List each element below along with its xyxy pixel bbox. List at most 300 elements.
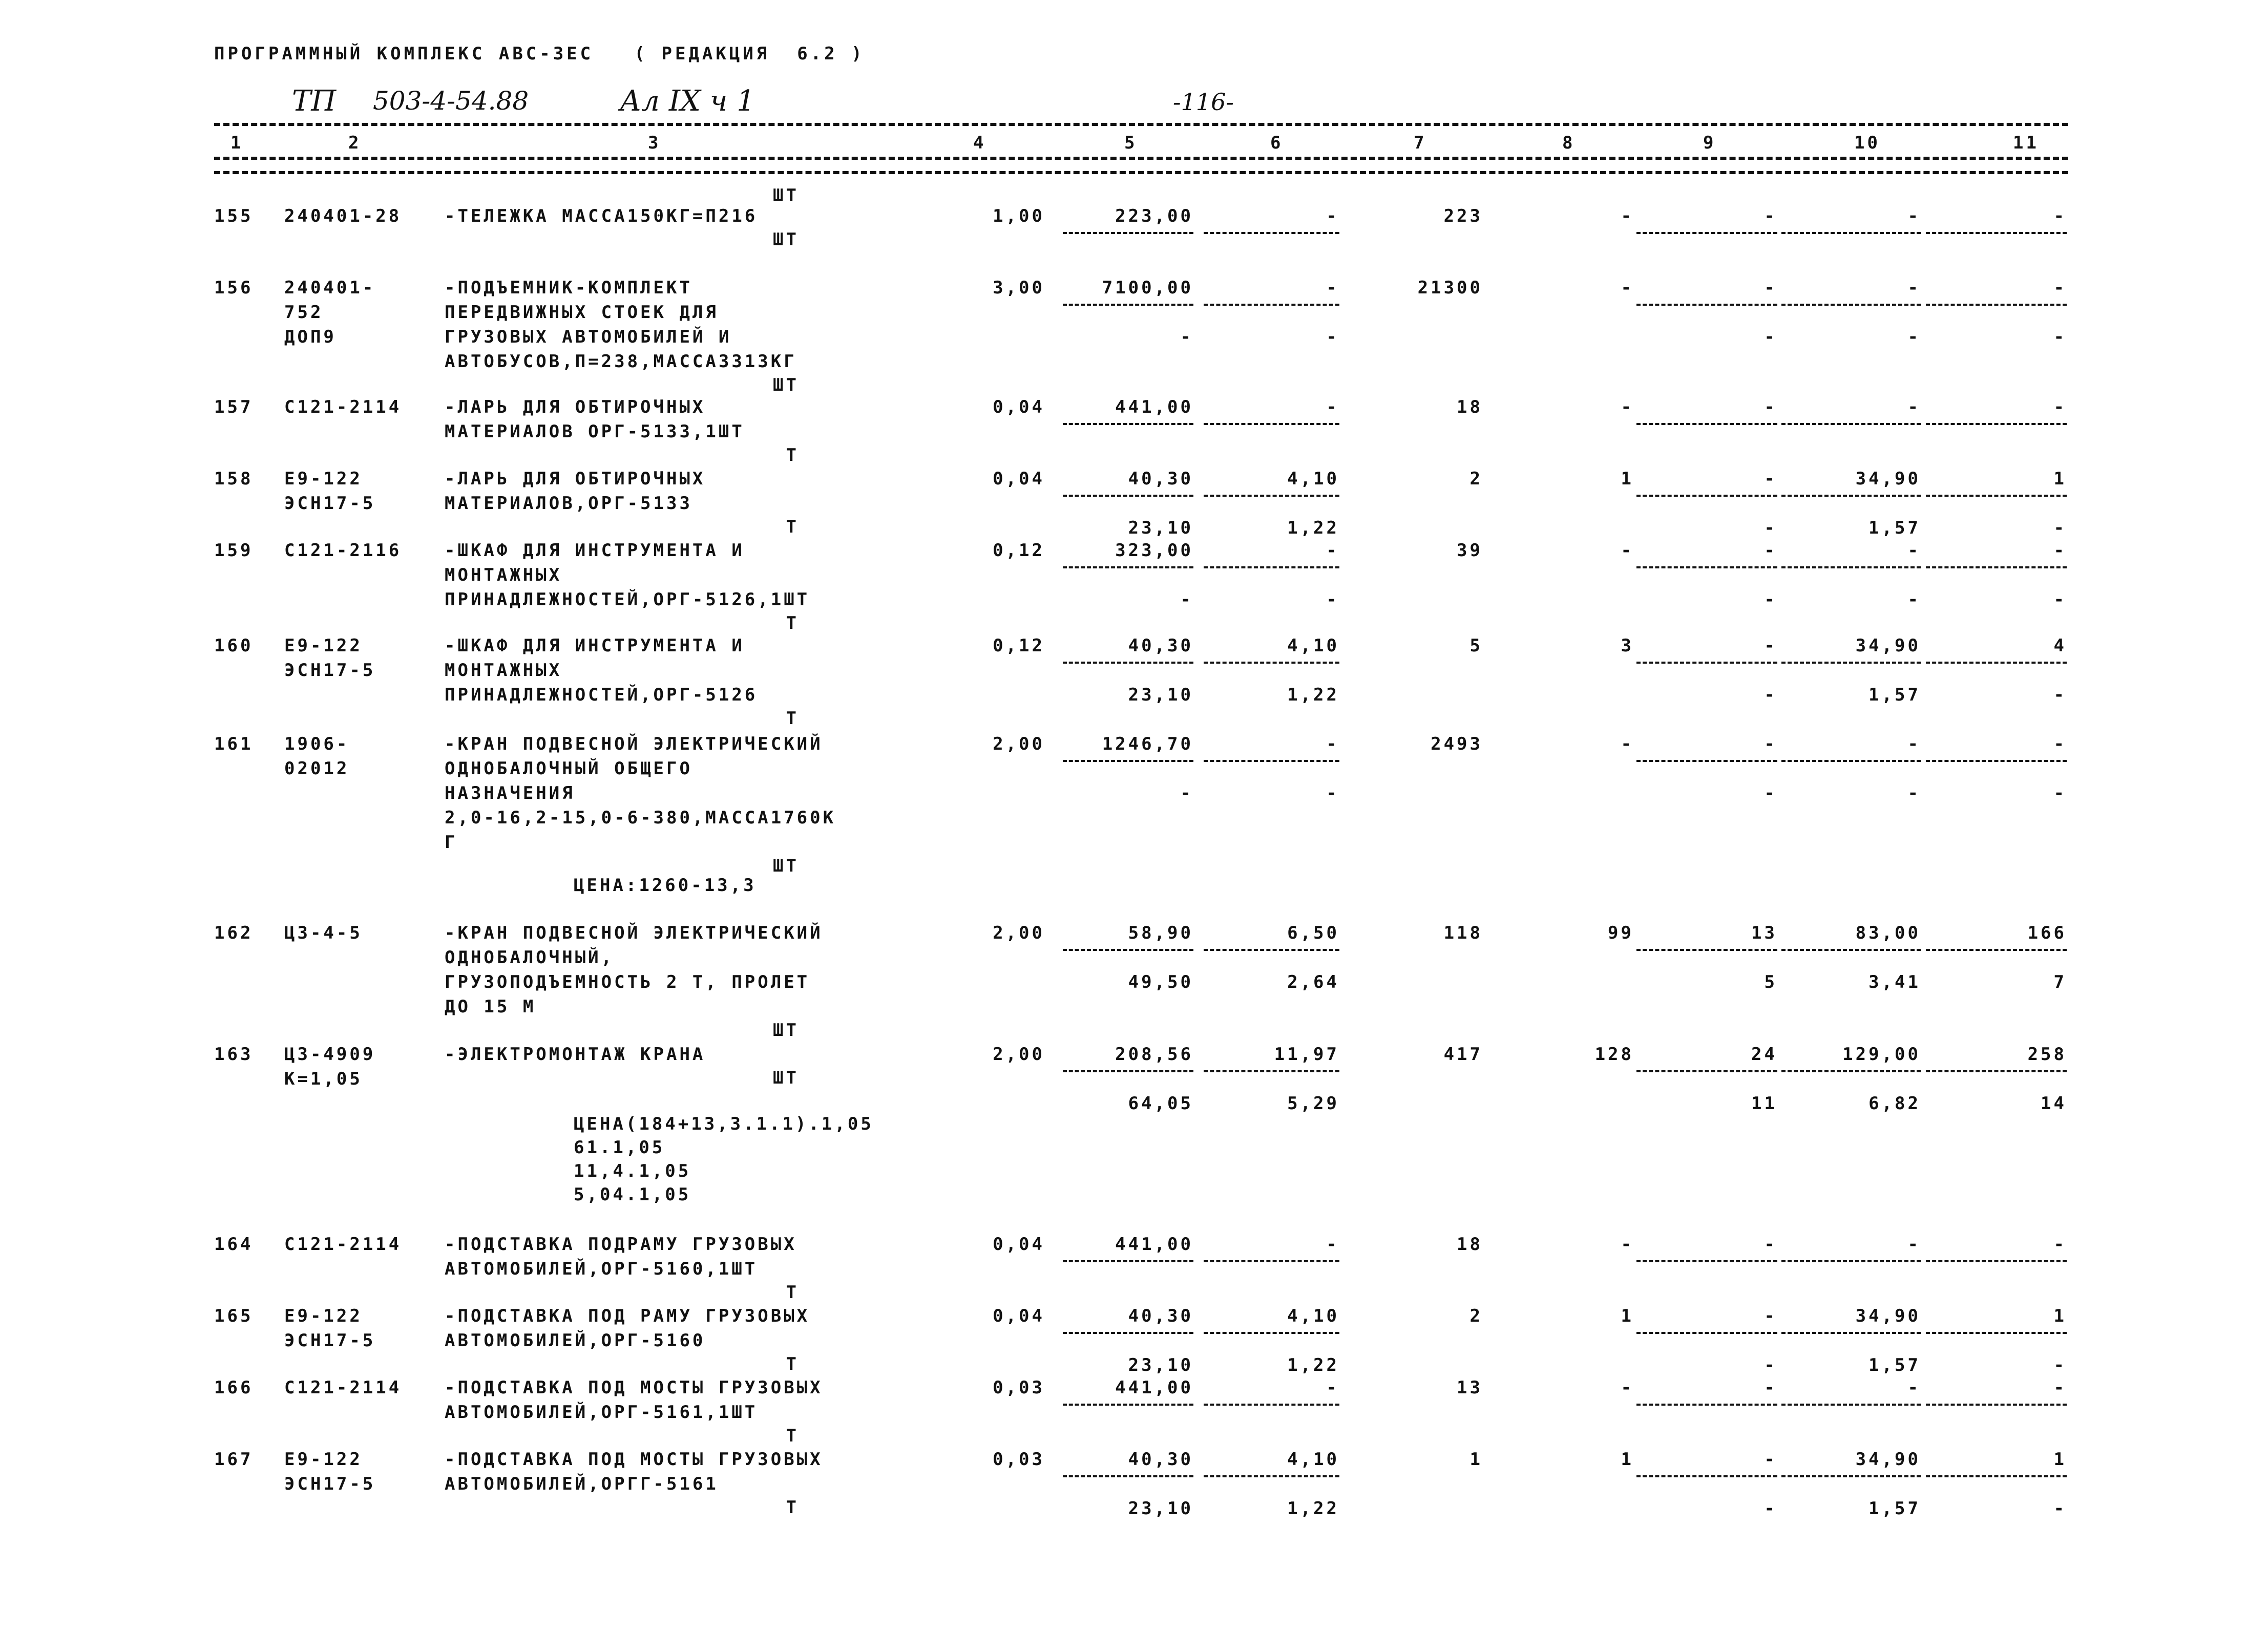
cell-divider — [1636, 495, 1777, 497]
project-number: 503-4-54.88 — [373, 86, 529, 116]
unit-label: Т — [786, 613, 799, 633]
value-qty: 2,00 — [993, 1044, 1045, 1065]
item-code: 240401- — [284, 278, 376, 298]
item-description: ГРУЗОВЫХ АВТОМОБИЛЕЙ И — [445, 327, 732, 347]
item-code: ЭСН17-5 — [284, 660, 376, 681]
value-c10b: 1,57 — [1868, 1355, 1921, 1375]
program-title: ПРОГРАММНЫЙ КОМПЛЕКС АВС-3ЕС ( РЕДАКЦИЯ 6.2 ) — [214, 44, 865, 64]
column-header-8: 8 — [1562, 133, 1576, 153]
column-header-4: 4 — [973, 133, 986, 153]
row-number: 156 — [214, 278, 254, 298]
column-header-6: 6 — [1270, 133, 1284, 153]
unit-label: ШТ — [773, 856, 799, 876]
cell-divider — [1636, 1404, 1777, 1406]
cell-divider — [1204, 1404, 1339, 1406]
column-header-10: 10 — [1854, 133, 1880, 153]
item-code: С121-2114 — [284, 397, 402, 417]
column-header-7: 7 — [1414, 133, 1427, 153]
item-description: -ЛАРЬ ДЛЯ ОБТИРОЧНЫХ — [445, 397, 706, 417]
value-c5a: 441,00 — [1115, 1234, 1193, 1255]
value-c7: 18 — [1457, 397, 1483, 417]
value-c5a: 40,30 — [1128, 635, 1193, 656]
row-number: 155 — [214, 206, 254, 226]
cell-divider — [1204, 495, 1339, 497]
row-number: 157 — [214, 397, 254, 417]
value-c5b: - — [1180, 327, 1193, 347]
value-c7: 5 — [1469, 635, 1483, 656]
value-c5a: 58,90 — [1128, 923, 1193, 943]
value-qty: 1,00 — [993, 206, 1045, 226]
cell-divider — [1063, 1260, 1193, 1262]
value-c9b: 5 — [1764, 972, 1777, 992]
unit-label: Т — [786, 708, 799, 729]
value-c8: 1 — [1621, 469, 1634, 489]
value-c10a: - — [1907, 278, 1921, 298]
value-c5b: - — [1180, 783, 1193, 803]
value-c6b: 1,22 — [1287, 518, 1339, 538]
cell-divider — [1636, 1260, 1777, 1262]
unit-label: Т — [786, 1282, 799, 1303]
value-c10b: - — [1907, 327, 1921, 347]
cell-divider — [1636, 662, 1777, 664]
value-c9b: 11 — [1751, 1093, 1777, 1114]
value-c6b: 1,22 — [1287, 1498, 1339, 1519]
row-number: 159 — [214, 540, 254, 561]
item-description: ПРИНАДЛЕЖНОСТЕЙ,ОРГ-5126,1ШТ — [445, 589, 810, 610]
value-c10a: - — [1907, 1377, 1921, 1398]
item-code: 1906- — [284, 734, 350, 754]
value-c6a: - — [1326, 734, 1339, 754]
row-number: 160 — [214, 635, 254, 656]
album-label: Ал IX ч 1 — [620, 84, 755, 118]
value-c9a: - — [1764, 206, 1777, 226]
value-c11a: - — [2053, 1234, 2067, 1255]
unit-label: Т — [786, 517, 799, 537]
value-c10b: 6,82 — [1868, 1093, 1921, 1114]
item-code: Е9-122 — [284, 469, 363, 489]
value-c5a: 441,00 — [1115, 1377, 1193, 1398]
value-c8: - — [1621, 278, 1634, 298]
value-c8: - — [1621, 206, 1634, 226]
cell-divider — [1926, 662, 2067, 664]
item-code: Е9-122 — [284, 1449, 363, 1470]
value-c5a: 323,00 — [1115, 540, 1193, 561]
row-number: 161 — [214, 734, 254, 754]
value-c9b: - — [1764, 783, 1777, 803]
value-c5a: 40,30 — [1128, 469, 1193, 489]
value-c5b: 23,10 — [1128, 685, 1193, 705]
value-c8: 3 — [1621, 635, 1634, 656]
value-c10b: 3,41 — [1868, 972, 1921, 992]
project-code: ТП — [292, 84, 337, 118]
value-c9a: 13 — [1751, 923, 1777, 943]
price-note: ЦЕНА(184+13,3.1.1).1,05 — [574, 1114, 874, 1134]
cell-divider — [1204, 1475, 1339, 1477]
value-c6a: 4,10 — [1287, 1306, 1339, 1326]
value-c6a: - — [1326, 540, 1339, 561]
value-c10b: - — [1907, 783, 1921, 803]
value-c5b: 23,10 — [1128, 1498, 1193, 1519]
unit-label: Т — [786, 1426, 799, 1446]
value-c8: 99 — [1608, 923, 1634, 943]
cell-divider — [1781, 304, 1921, 306]
item-description: -ПОДСТАВКА ПОД МОСТЫ ГРУЗОВЫХ — [445, 1449, 823, 1470]
item-description: -КРАН ПОДВЕСНОЙ ЭЛЕКТРИЧЕСКИЙ — [445, 923, 823, 943]
value-c10a: 34,90 — [1855, 1306, 1921, 1326]
item-description: АВТОМОБИЛЕЙ,ОРГ-5160 — [445, 1330, 706, 1351]
value-c5b: 49,50 — [1128, 972, 1193, 992]
value-c7: 2 — [1469, 1306, 1483, 1326]
value-c11a: 1 — [2053, 469, 2067, 489]
item-description: -ЛАРЬ ДЛЯ ОБТИРОЧНЫХ — [445, 469, 706, 489]
value-c7: 2 — [1469, 469, 1483, 489]
value-c11b: - — [2053, 1355, 2067, 1375]
value-c11a: - — [2053, 734, 2067, 754]
cell-divider — [1063, 1332, 1193, 1334]
value-c11a: 1 — [2053, 1449, 2067, 1470]
cell-divider — [1781, 1332, 1921, 1334]
value-c5b: 23,10 — [1128, 1355, 1193, 1375]
item-code: ЭСН17-5 — [284, 1474, 376, 1494]
item-code: 240401-28 — [284, 206, 402, 226]
value-c7: 118 — [1443, 923, 1483, 943]
value-c11a: - — [2053, 540, 2067, 561]
value-c7: 1 — [1469, 1449, 1483, 1470]
cell-divider — [1063, 662, 1193, 664]
cell-divider — [1781, 949, 1921, 951]
value-c9a: - — [1764, 1306, 1777, 1326]
value-c9a: - — [1764, 469, 1777, 489]
value-qty: 2,00 — [993, 923, 1045, 943]
cell-divider — [1063, 495, 1193, 497]
row-number: 164 — [214, 1234, 254, 1255]
value-c6b: - — [1326, 327, 1339, 347]
cell-divider — [1063, 1404, 1193, 1406]
value-c6a: 4,10 — [1287, 1449, 1339, 1470]
cell-divider — [1063, 949, 1193, 951]
value-c10a: - — [1907, 206, 1921, 226]
price-note: ЦЕНА:1260-13,3 — [574, 875, 757, 896]
value-c6b: - — [1326, 589, 1339, 610]
value-qty: 3,00 — [993, 278, 1045, 298]
value-c10b: 1,57 — [1868, 518, 1921, 538]
value-c8: 128 — [1594, 1044, 1634, 1065]
price-note: 61.1,05 — [574, 1137, 665, 1158]
row-number: 158 — [214, 469, 254, 489]
value-c8: - — [1621, 540, 1634, 561]
header-rule-top — [214, 123, 2068, 126]
cell-divider — [1781, 1404, 1921, 1406]
cell-divider — [1636, 423, 1777, 425]
value-c7: 18 — [1457, 1234, 1483, 1255]
column-header-1: 1 — [230, 133, 244, 153]
cell-divider — [1636, 949, 1777, 951]
cell-divider — [1926, 760, 2067, 762]
value-c11b: - — [2053, 518, 2067, 538]
value-c5b: 64,05 — [1128, 1093, 1193, 1114]
cell-divider — [1636, 1332, 1777, 1334]
cell-divider — [1204, 1332, 1339, 1334]
cell-divider — [1926, 566, 2067, 568]
value-c9a: 24 — [1751, 1044, 1777, 1065]
row-number: 166 — [214, 1377, 254, 1398]
cell-divider — [1204, 1260, 1339, 1262]
cell-divider — [1063, 760, 1193, 762]
cell-divider — [1636, 304, 1777, 306]
unit-label: Т — [786, 445, 799, 465]
cell-divider — [1204, 949, 1339, 951]
cell-divider — [1926, 1475, 2067, 1477]
value-c8: - — [1621, 734, 1634, 754]
value-c5a: 1246,70 — [1102, 734, 1193, 754]
cell-divider — [1636, 760, 1777, 762]
item-description: ПРИНАДЛЕЖНОСТЕЙ,ОРГ-5126 — [445, 685, 758, 705]
value-c8: 1 — [1621, 1306, 1634, 1326]
value-c7: 13 — [1457, 1377, 1483, 1398]
value-c11a: - — [2053, 1377, 2067, 1398]
column-header-11: 11 — [2013, 133, 2039, 153]
cell-divider — [1781, 423, 1921, 425]
unit-label: ШТ — [773, 1068, 799, 1088]
cell-divider — [1926, 232, 2067, 234]
value-c8: - — [1621, 1377, 1634, 1398]
item-code: ЭСН17-5 — [284, 1330, 376, 1351]
value-c11a: 4 — [2053, 635, 2067, 656]
item-code: 02012 — [284, 758, 350, 779]
cell-divider — [1781, 232, 1921, 234]
value-c9b: - — [1764, 589, 1777, 610]
unit-label: ШТ — [773, 1020, 799, 1041]
cell-divider — [1063, 304, 1193, 306]
item-description: ОДНОБАЛОЧНЫЙ, — [445, 947, 615, 968]
row-number: 165 — [214, 1306, 254, 1326]
value-c6a: - — [1326, 1377, 1339, 1398]
cell-divider — [1204, 423, 1339, 425]
item-description: АВТОМОБИЛЕЙ,ОРГГ-5161 — [445, 1474, 719, 1494]
value-c9a: - — [1764, 1377, 1777, 1398]
cell-divider — [1636, 232, 1777, 234]
value-c7: 2493 — [1431, 734, 1483, 754]
value-c10b: - — [1907, 589, 1921, 610]
value-c5a: 40,30 — [1128, 1449, 1193, 1470]
cell-divider — [1204, 1070, 1339, 1072]
item-description: -ЭЛЕКТРОМОНТАЖ КРАНА — [445, 1044, 706, 1065]
value-c10a: 34,90 — [1855, 1449, 1921, 1470]
header-rule-mid — [214, 157, 2068, 160]
column-header-3: 3 — [648, 133, 661, 153]
price-note: 5,04.1,05 — [574, 1184, 691, 1205]
value-c9b: - — [1764, 1355, 1777, 1375]
value-c9a: - — [1764, 1234, 1777, 1255]
item-code: ЭСН17-5 — [284, 493, 376, 514]
value-c5b: - — [1180, 589, 1193, 610]
cell-divider — [1926, 423, 2067, 425]
value-c7: 21300 — [1417, 278, 1483, 298]
value-c6b: 5,29 — [1287, 1093, 1339, 1114]
value-c11b: - — [2053, 1498, 2067, 1519]
value-c6a: 4,10 — [1287, 469, 1339, 489]
value-c6a: 6,50 — [1287, 923, 1339, 943]
value-c11b: - — [2053, 783, 2067, 803]
item-code: Е9-122 — [284, 635, 363, 656]
cell-divider — [1063, 423, 1193, 425]
value-c8: 1 — [1621, 1449, 1634, 1470]
item-description: -ШКАФ ДЛЯ ИНСТРУМЕНТА И — [445, 540, 745, 561]
item-description: -ПОДЪЕМНИК-КОМПЛЕКТ — [445, 278, 692, 298]
value-c6b: - — [1326, 783, 1339, 803]
cell-divider — [1063, 566, 1193, 568]
cell-divider — [1204, 760, 1339, 762]
cell-divider — [1063, 1475, 1193, 1477]
value-c5a: 7100,00 — [1102, 278, 1193, 298]
cell-divider — [1926, 1404, 2067, 1406]
value-c6b: 2,64 — [1287, 972, 1339, 992]
value-c9a: - — [1764, 278, 1777, 298]
value-c9b: - — [1764, 327, 1777, 347]
item-description: ДО 15 М — [445, 996, 536, 1017]
cell-divider — [1636, 1070, 1777, 1072]
value-c11a: - — [2053, 206, 2067, 226]
price-note: 11,4.1,05 — [574, 1161, 691, 1181]
value-c5a: 441,00 — [1115, 397, 1193, 417]
row-number: 167 — [214, 1449, 254, 1470]
value-c11a: 166 — [2027, 923, 2067, 943]
item-description: -ПОДСТАВКА ПОД МОСТЫ ГРУЗОВЫХ — [445, 1377, 823, 1398]
value-c9a: - — [1764, 397, 1777, 417]
value-qty: 0,03 — [993, 1377, 1045, 1398]
item-description: 2,0-16,2-15,0-6-380,МАССА1760К — [445, 808, 836, 828]
item-code: Е9-122 — [284, 1306, 363, 1326]
item-description: НАЗНАЧЕНИЯ — [445, 783, 575, 803]
value-c7: 223 — [1443, 206, 1483, 226]
value-c11b: - — [2053, 589, 2067, 610]
value-c6b: 1,22 — [1287, 685, 1339, 705]
value-c11a: - — [2053, 397, 2067, 417]
item-description: -ШКАФ ДЛЯ ИНСТРУМЕНТА И — [445, 635, 745, 656]
item-code: С121-2116 — [284, 540, 402, 561]
value-c11b: 14 — [2041, 1093, 2067, 1114]
item-description: -ПОДСТАВКА ПОД РАМУ ГРУЗОВЫХ — [445, 1306, 810, 1326]
value-c11a: 1 — [2053, 1306, 2067, 1326]
item-description: -КРАН ПОДВЕСНОЙ ЭЛЕКТРИЧЕСКИЙ — [445, 734, 823, 754]
cell-divider — [1926, 1070, 2067, 1072]
item-description: ПЕРЕДВИЖНЫХ СТОЕК ДЛЯ — [445, 302, 719, 323]
value-c11b: 7 — [2053, 972, 2067, 992]
value-c6a: - — [1326, 206, 1339, 226]
value-c9a: - — [1764, 1449, 1777, 1470]
cell-divider — [1063, 232, 1193, 234]
unit-label: ШТ — [773, 229, 799, 250]
value-c10a: 129,00 — [1842, 1044, 1921, 1065]
item-description: АВТОМОБИЛЕЙ,ОРГ-5160,1ШТ — [445, 1259, 758, 1279]
item-code: К=1,05 — [284, 1069, 363, 1089]
value-qty: 0,12 — [993, 635, 1045, 656]
row-number: 162 — [214, 923, 254, 943]
cell-divider — [1926, 304, 2067, 306]
value-c5a: 223,00 — [1115, 206, 1193, 226]
value-c9a: - — [1764, 635, 1777, 656]
value-qty: 0,04 — [993, 469, 1045, 489]
value-c10a: - — [1907, 397, 1921, 417]
value-c6a: - — [1326, 1234, 1339, 1255]
cell-divider — [1781, 495, 1921, 497]
cell-divider — [1636, 566, 1777, 568]
column-header-5: 5 — [1124, 133, 1138, 153]
value-c6a: 4,10 — [1287, 635, 1339, 656]
value-c5a: 40,30 — [1128, 1306, 1193, 1326]
value-c10a: - — [1907, 1234, 1921, 1255]
value-c5a: 208,56 — [1115, 1044, 1193, 1065]
header-rule-bottom — [214, 171, 2068, 174]
item-code: Ц3-4909 — [284, 1044, 376, 1065]
value-c7: 39 — [1457, 540, 1483, 561]
row-number: 163 — [214, 1044, 254, 1065]
value-c11a: 258 — [2027, 1044, 2067, 1065]
column-header-9: 9 — [1703, 133, 1716, 153]
value-c11b: - — [2053, 685, 2067, 705]
value-c6a: - — [1326, 397, 1339, 417]
cell-divider — [1781, 1260, 1921, 1262]
unit-label: Т — [786, 1354, 799, 1374]
item-description: МОНТАЖНЫХ — [445, 565, 562, 585]
cell-divider — [1063, 1070, 1193, 1072]
item-code: ДОП9 — [284, 327, 337, 347]
cell-divider — [1926, 495, 2067, 497]
value-c10a: 34,90 — [1855, 635, 1921, 656]
page-number: -116- — [1173, 88, 1234, 116]
cell-divider — [1926, 949, 2067, 951]
cell-divider — [1781, 566, 1921, 568]
value-c10a: - — [1907, 540, 1921, 561]
value-c9a: - — [1764, 540, 1777, 561]
value-c6b: 1,22 — [1287, 1355, 1339, 1375]
item-description: -ПОДСТАВКА ПОДРАМУ ГРУЗОВЫХ — [445, 1234, 797, 1255]
value-qty: 0,03 — [993, 1449, 1045, 1470]
value-c10a: 83,00 — [1855, 923, 1921, 943]
item-description: -ТЕЛЕЖКА МАССА150КГ=П216 — [445, 206, 758, 226]
value-c5b: 23,10 — [1128, 518, 1193, 538]
unit-label: Т — [786, 1497, 799, 1518]
value-qty: 2,00 — [993, 734, 1045, 754]
value-c9b: - — [1764, 685, 1777, 705]
value-c11b: - — [2053, 327, 2067, 347]
cell-divider — [1781, 1070, 1921, 1072]
unit-label: ШТ — [773, 375, 799, 395]
item-description: МОНТАЖНЫХ — [445, 660, 562, 681]
unit-label-top: ШТ — [773, 185, 799, 206]
value-c8: - — [1621, 1234, 1634, 1255]
value-c7: 417 — [1443, 1044, 1483, 1065]
value-c10b: 1,57 — [1868, 685, 1921, 705]
cell-divider — [1781, 760, 1921, 762]
value-c8: - — [1621, 397, 1634, 417]
cell-divider — [1926, 1332, 2067, 1334]
value-c10a: - — [1907, 734, 1921, 754]
value-qty: 0,04 — [993, 1306, 1045, 1326]
item-code: Ц3-4-5 — [284, 923, 363, 943]
item-description: АВТОМОБИЛЕЙ,ОРГ-5161,1ШТ — [445, 1402, 758, 1423]
column-header-2: 2 — [348, 133, 362, 153]
cell-divider — [1204, 662, 1339, 664]
cell-divider — [1781, 1475, 1921, 1477]
value-qty: 0,04 — [993, 1234, 1045, 1255]
cell-divider — [1636, 1475, 1777, 1477]
value-qty: 0,04 — [993, 397, 1045, 417]
value-c6a: - — [1326, 278, 1339, 298]
item-description: ГРУЗОПОДЪЕМНОСТЬ 2 Т, ПРОЛЕТ — [445, 972, 810, 992]
value-c10a: 34,90 — [1855, 469, 1921, 489]
item-code: 752 — [284, 302, 324, 323]
